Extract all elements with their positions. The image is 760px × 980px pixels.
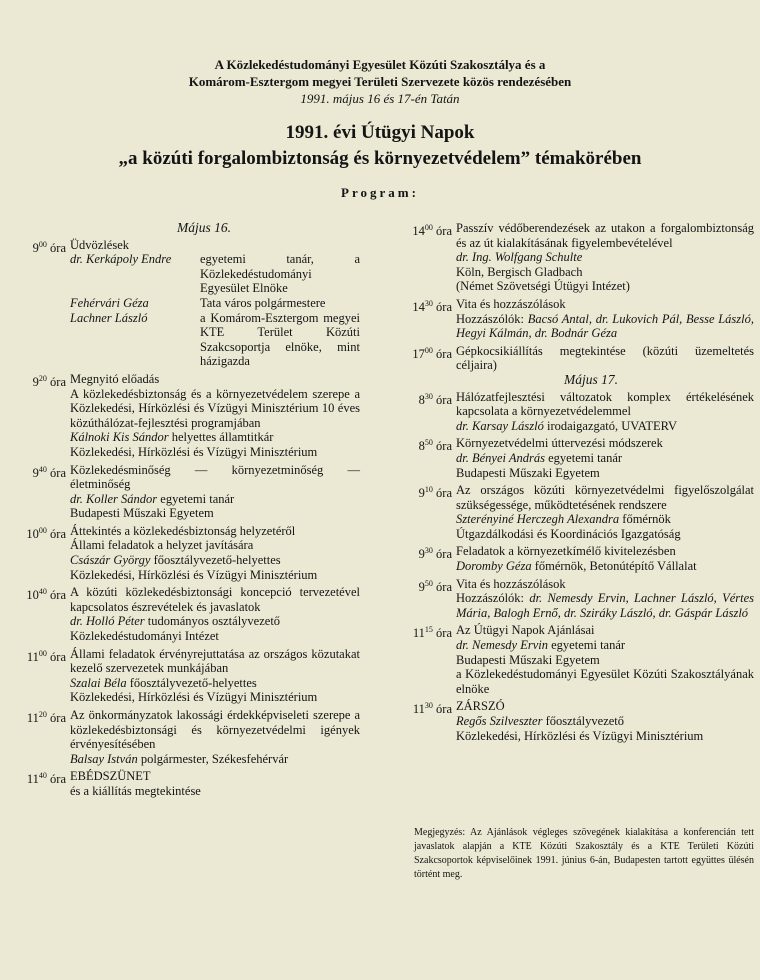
time-label: $9^{00}$ óra — [32, 239, 66, 255]
item-title: ZÁRSZÓ — [456, 699, 505, 714]
item-title: Áttekintés a közlekedésbiztonság helyzetéről — [70, 523, 296, 538]
right-column — [398, 221, 754, 743]
header-organizers — [0, 56, 760, 107]
speaker-org: Budapesti Műszaki Egyetem — [70, 506, 214, 521]
speaker-role: polgármester, Székesfehérvár — [137, 751, 289, 766]
speaker-org: Közlekedési, Hírközlési és Vízügyi Minisztérium — [70, 690, 318, 705]
speaker-org: Köln, Bergisch Gladbach — [456, 264, 583, 279]
program-item — [398, 699, 754, 743]
speaker-name: dr. Ing. Wolfgang Schulte — [456, 250, 583, 265]
speaker-role: egyetemi tanár, a Közlekedéstudományi Egyesület Elnöke — [200, 252, 360, 296]
speaker-role: főmérnök — [619, 512, 671, 527]
item-title: Üdvözlések — [70, 237, 130, 252]
program-item — [8, 585, 360, 643]
program-item — [8, 463, 360, 521]
item-title: Gépkocsikiállítás megtekintése (közúti üzemeltetés céljaira) — [456, 343, 754, 373]
program-item — [8, 372, 360, 460]
title-line-1: 1991. évi Útügyi Napok — [285, 122, 475, 143]
program-item — [398, 544, 754, 573]
time-label: $9^{20}$ óra — [32, 373, 66, 390]
program-item — [398, 297, 754, 341]
speaker-role: tudományos osztályvezető — [144, 614, 281, 629]
speaker-role: helyettes államtitkár — [168, 430, 274, 445]
program-heading: Program: — [341, 185, 419, 200]
speaker-org: a Közlekedéstudományi Egyesület Közúti Szakosztályának elnöke — [456, 667, 754, 696]
speaker-role: Tata város polgármestere — [200, 295, 326, 310]
speaker-org: Budapesti Műszaki Egyetem — [456, 465, 600, 480]
time-label: $11^{15}$ óra — [412, 625, 452, 641]
program-item — [398, 221, 754, 294]
time-label: $11^{30}$ óra — [412, 701, 452, 717]
speaker-name: Doromby Géza — [456, 559, 532, 574]
time-label: $17^{00}$ óra — [412, 345, 452, 361]
item-title: Vita és hozzászólások — [456, 576, 566, 591]
program-item — [398, 390, 754, 434]
speaker-name: Szterényiné Herczegh Alexandra — [456, 512, 620, 527]
speaker-name: dr. Kerkápoly Endre — [70, 252, 172, 267]
time-label: $11^{20}$ óra — [26, 710, 66, 726]
item-title: Megnyitó előadás — [70, 371, 160, 386]
day-heading-may17: Május 17. — [564, 371, 618, 387]
time-label: $9^{40}$ óra — [32, 464, 66, 480]
program-item — [8, 238, 360, 369]
title-line-2: „a közúti forgalombiztonság és környezetvédelem” témakörében — [118, 148, 642, 169]
speaker-name: dr. Nemesdy Ervin — [456, 638, 548, 653]
item-title: Állami feladatok érvényrejuttatása az országos közutakat kezelő szervezetek munkájában — [70, 646, 360, 676]
left-column — [8, 221, 360, 799]
time-label: $8^{30}$ óra — [418, 391, 452, 407]
speaker-role: főmérnök, Betonútépítő Vállalat — [531, 559, 697, 574]
speaker-name: dr. Koller Sándor — [70, 491, 158, 506]
time-label: $10^{40}$ óra — [26, 587, 66, 603]
item-title: Passzív védőberendezések az utakon a forgalombiztonság és az út kialakításának figyelembevételével — [456, 221, 754, 250]
speaker-role: főosztályvezető — [542, 714, 625, 728]
header-line-2: Komárom-Esztergom megyei Területi Szervezete közös rendezésében — [188, 74, 572, 89]
time-label: $8^{50}$ óra — [418, 438, 452, 454]
speaker-role: főosztályvezető-helyettes — [150, 553, 281, 568]
speaker-name: dr. Holló Péter — [70, 614, 145, 629]
item-title: Az önkormányzatok lakossági érdekképviseleti szerepe a közlekedésbiztonsági és környezetvédelmi igények érvényesítésében — [70, 708, 360, 752]
program-item — [398, 483, 754, 541]
speaker-name: Balsay István — [70, 751, 138, 766]
program-item — [8, 708, 360, 766]
program-item — [398, 344, 754, 373]
item-subtitle: Állami feladatok a helyzet javítására — [70, 538, 254, 553]
speaker-org: (Német Szövetségi Útügyi Intézet) — [456, 279, 630, 294]
time-label: $10^{00}$ óra — [26, 525, 66, 542]
speaker-role: irodaigazgató, UVATERV — [543, 418, 677, 433]
header-date-place: 1991. május 16 és 17-én Tatán — [300, 91, 460, 106]
item-title: A közúti közlekedésbiztonsági koncepció tervezetével kapcsolatos észrevételek és javaslatok — [70, 585, 360, 614]
program-item — [8, 524, 360, 582]
speaker-name: Fehérvári Géza — [70, 295, 149, 310]
speaker-name: Kálnoki Kis Sándor — [70, 430, 169, 445]
time-label: $9^{10}$ óra — [418, 485, 452, 501]
item-title: Vita és hozzászólások — [456, 296, 566, 311]
speaker-name: Szalai Béla — [70, 675, 127, 690]
time-label: $9^{50}$ óra — [418, 578, 452, 594]
time-label: $11^{40}$ óra — [26, 771, 66, 787]
speaker-role: a Komárom-Esztergom megyei KTE Terület Közúti Szakcsoportja elnöke, mint házigazda — [200, 310, 360, 369]
speaker-role: egyetemi tanár — [157, 491, 235, 506]
item-title: Hálózatfejlesztési változatok komplex értékelésének kapcsolata a környezetvédelemmel — [456, 389, 754, 419]
item-subtitle: és a kiállítás megtekintése — [70, 783, 201, 798]
discussants-label: Hozzászólók: — [456, 591, 530, 606]
program-item — [398, 623, 754, 696]
speaker-name: dr. Bényei András — [456, 450, 545, 465]
speaker-org: Közlekedési, Hírközlési és Vízügyi Minisztérium — [70, 444, 318, 459]
program-item — [398, 436, 754, 480]
day-heading-may16: Május 16. — [177, 220, 231, 235]
speaker-org: Közlekedéstudományi Intézet — [70, 629, 219, 644]
item-title: Környezetvédelmi úttervezési módszerek — [456, 436, 663, 451]
page-title — [0, 120, 760, 172]
item-title: Közlekedésminőség — környezetminőség — életminőség — [70, 462, 360, 492]
speaker-org: Közlekedési, Hírközlési és Vízügyi Minisztérium — [70, 567, 318, 582]
item-title: Az országos közúti környezetvédelmi figyelőszolgálat szükségessége, működtetésének rendszere — [456, 483, 754, 512]
speaker-name: Regős Szilveszter — [456, 714, 543, 728]
discussants-names: Bacsó Antal, dr. Lukovich Pál, Besse László, Hegyi Kálmán, dr. Bodnár Géza — [456, 311, 754, 341]
speaker-role: főosztályvezető-helyettes — [126, 675, 257, 690]
speaker-name: dr. Karsay László — [456, 418, 544, 433]
speaker-org: Közlekedési, Hírközlési és Vízügyi Minisztérium — [456, 728, 704, 743]
discussants-names: dr. Nemesdy Ervin, Lachner László, Vértes Mária, Balogh Ernő, dr. Sziráky László, dr. Gáspár László — [456, 591, 755, 620]
item-title: EBÉDSZÜNET — [70, 769, 151, 784]
program-item — [8, 769, 360, 798]
footnote: Megjegyzés: Az Ajánlások végleges szövegének kialakítása a konferencián tett javaslatok alapján a KTE Közúti Szakosztály és a KTE Területi Közúti Szakcsoportok képviselőinek 1991. június 6-án, Budapesten tartott együttes ülésén történt meg. — [414, 827, 754, 880]
speaker-name: Császár György — [70, 553, 151, 568]
item-title: Feladatok a környezetkímélő kivitelezésben — [456, 544, 676, 559]
speaker-role: egyetemi tanár — [548, 638, 626, 653]
program-item — [8, 647, 360, 705]
speaker-org: Budapesti Műszaki Egyetem — [456, 652, 600, 667]
speaker-org: Útgazdálkodási és Koordinációs Igazgatóság — [456, 526, 681, 541]
speaker-name: Lachner László — [70, 310, 148, 325]
discussants-label: Hozzászólók: — [456, 311, 528, 326]
item-title: Az Útügyi Napok Ajánlásai — [456, 623, 595, 638]
time-label: $11^{00}$ óra — [26, 648, 66, 664]
header-line-1: A Közlekedéstudományi Egyesület Közúti Szakosztálya és a — [214, 57, 546, 72]
program-item — [398, 577, 754, 621]
speaker-role: egyetemi tanár — [545, 450, 623, 465]
time-label: $14^{30}$ óra — [412, 298, 452, 315]
time-label: $14^{00}$ óra — [412, 223, 452, 239]
time-label: $9^{30}$ óra — [418, 546, 452, 562]
item-description: A közlekedésbiztonság és a környezetvédelem szerepe a Közlekedési, Hírközlési és Vízügyi Minisztérium 10 éves közúthálózat-fejlesztési programjában — [70, 386, 360, 430]
